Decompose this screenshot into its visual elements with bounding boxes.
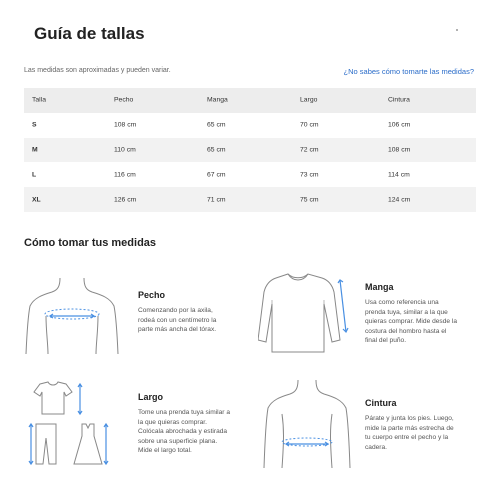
header-largo: Largo [300,96,318,104]
header-pecho: Pecho [114,96,134,104]
table-header-row [24,88,476,113]
cell-cintura: 108 cm [388,146,411,154]
waist-guide-text: Párate y junta los pies. Luego, mide la parte más estrecha de tu cuerpo entre el pecho y la cadera. [365,415,454,451]
cell-cintura: 124 cm [388,196,411,204]
garments-length-icon [28,380,110,466]
page-title: Guía de tallas [34,24,145,43]
section-title: Cómo tomar tus medidas [24,237,157,249]
cell-manga: 67 cm [207,171,226,179]
length-guide-text: Tome una prenda tuya similar a la que quieras comprar. Colócala abrochada y estirada sobre una superficie plana. Mide el largo total. [138,409,230,454]
table-row [24,187,476,212]
header-cintura: Cintura [388,96,410,104]
cell-largo: 70 cm [300,121,319,129]
length-guide-title: Largo [138,392,164,402]
cell-size: L [32,171,37,179]
cell-largo: 75 cm [300,196,319,204]
cell-pecho: 126 cm [114,196,137,204]
disclaimer-note: Las medidas son aproximadas y pueden variar. [24,67,171,74]
sleeve-guide [365,282,480,346]
header-talla: Talla [32,96,46,104]
chest-guide-title: Pecho [138,290,166,300]
size-table [24,88,476,212]
cell-size: S [32,121,37,129]
torso-chest-icon [22,276,122,356]
cell-largo: 73 cm [300,171,319,179]
cell-pecho: 116 cm [114,171,136,179]
chest-guide [138,290,248,335]
waist-guide [365,398,480,452]
table-row [24,138,476,163]
decorative-dot [456,29,458,31]
how-to-measure-link[interactable]: ¿No sabes cómo tomarte las medidas? [343,67,474,76]
cell-pecho: 108 cm [114,121,137,129]
sleeve-guide-title: Manga [365,282,394,292]
long-sleeve-shirt-icon [258,270,350,360]
table-row [24,113,476,138]
waist-guide-title: Cintura [365,398,397,408]
cell-cintura: 106 cm [388,121,411,129]
cell-size: M [32,146,38,154]
cell-largo: 72 cm [300,146,319,154]
chest-guide-text: Comenzando por la axila, rodeá con un centímetro la parte más ancha del tórax. [138,307,217,333]
cell-cintura: 114 cm [388,171,410,179]
sleeve-guide-text: Usa como referencia una prenda tuya, similar a la que quieras comprar. Mide desde la costura del hombro hasta el final del puño. [365,299,457,344]
cell-size: XL [32,196,41,204]
cell-pecho: 110 cm [114,146,136,154]
cell-manga: 71 cm [207,196,226,204]
torso-waist-icon [262,378,352,470]
table-row [24,162,476,187]
header-manga: Manga [207,96,228,104]
length-guide [138,392,253,456]
cell-manga: 65 cm [207,121,226,129]
cell-manga: 65 cm [207,146,226,154]
